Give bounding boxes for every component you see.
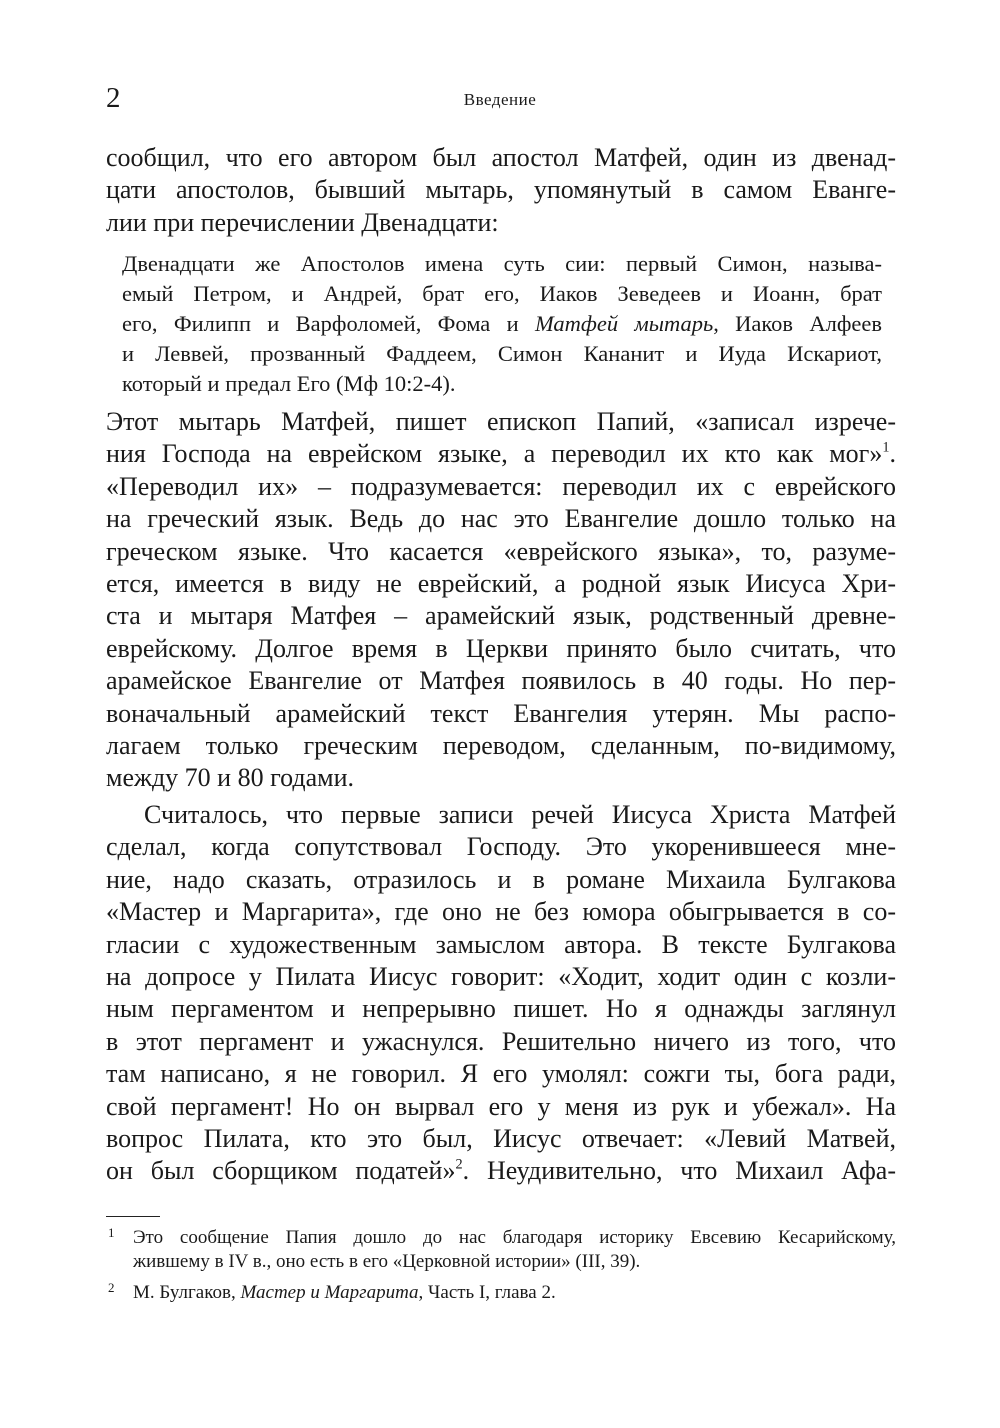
running-head: Введение [463,90,537,109]
text: . Неудивительно, что Михаил Афа- [462,1156,896,1186]
footnote-line: жившему в IV в., оно есть в его «Церковной истории» (III, 39). [133,1251,641,1272]
quote-line [122,309,882,339]
footnote-text: , Часть I, глава 2. [418,1282,556,1303]
footnote-1 [106,1226,896,1274]
text-line [106,438,896,470]
text-line: на греческий язык. Ведь до нас это Евангелие дошло только на [106,504,896,534]
quote-italic: Матфей мытарь [534,311,714,336]
quote-line: который и предал Его (Мф 10:2-4). [122,371,456,396]
text-line: ется, имеется в виду не еврейский, а родной язык Иисуса Хри- [106,569,896,599]
footnote-ref-2[interactable]: 2 [455,1156,463,1173]
text-line: там написано, я не говорил. Я его умолял: сожги ты, бога ради, [106,1059,896,1089]
text-line: ста и мытаря Матфея – арамейский язык, родственный древне- [106,601,896,631]
footnote-ref-1[interactable]: 1 [882,439,890,456]
footnote-number: 2 [108,1280,115,1295]
text-line: на допросе у Пилата Иисус говорит: «Ходит, ходит один с козли- [106,962,896,992]
text: . [889,439,896,469]
text-line: лии при перечислении Двенадцати: [106,207,499,237]
text-line: вопрос Пилата, кто это был, Иисус отвечает: «Левий Матвей, [106,1124,896,1154]
text-line: «Переводил их» – подразумевается: переводил их с еврейского [106,471,896,501]
text-line: лагаем только греческим переводом, сделанным, по-видимому, [106,731,896,761]
text-line [106,1155,896,1187]
footnote-2 [106,1281,896,1305]
text-line: ние, надо сказать, отразилось и в романе Михаила Булгакова [106,864,896,894]
quote-line: и Леввей, прозванный Фаддеем, Симон Кананит и Иуда Искариот, [122,341,882,366]
text-line: свой пергамент! Но он вырвал его у меня из рук и убежал». На [106,1091,896,1121]
text-line: «Мастер и Маргарита», где оно не без юмора обыгрывается в со- [106,897,896,927]
text-line: сделал, когда сопутствовал Господу. Это укоренившееся мне- [106,832,896,862]
text-line: еврейскому. Долгое время в Церкви принято было считать, что [106,633,896,663]
text-line: Считалось, что первые записи речей Иисуса Христа Матфей [144,800,896,829]
text-line: в этот пергамент и ужаснулся. Решительно ничего из того, что [106,1026,896,1056]
page-number: 2 [106,82,121,114]
intro-paragraph [106,142,896,239]
text-line: сообщил, что его автором был апостол Матфей, один из двенад- [106,143,896,172]
paragraph-2 [106,799,896,1188]
text-line: арамейское Евангелие от Матфея появилось в 40 годы. Но пер- [106,666,896,696]
text-line: воначальный арамейский текст Евангелия утерян. Мы распо- [106,698,896,728]
paragraph-1 [106,406,896,795]
footnote-line: Это сообщение Папия дошло до нас благодаря историку Евсевию Кесарийскому, [133,1227,896,1248]
text-line: Этот мытарь Матфей, пишет епископ Папий, «записал изрече- [106,407,896,436]
text: он был сборщиком податей» [106,1156,456,1186]
text-line: греческом языке. Что касается «еврейского языка», то, разуме- [106,536,896,566]
footnote-number: 1 [108,1225,115,1240]
text-line: цати апостолов, бывший мытарь, упомянутый в самом Еванге- [106,175,896,205]
text: ния Господа на еврейском языке, а переводил их кто как мог» [106,439,883,469]
quote-text: его, Филипп и Варфоломей, Фома и [122,311,535,336]
block-quote [122,249,882,399]
footnote-separator [106,1216,160,1217]
quote-text: , Иаков Алфеев [713,311,882,336]
quote-line: Двенадцати же Апостолов имена суть сии: первый Симон, называ- [122,251,882,276]
quote-line: емый Петром, и Андрей, брат его, Иаков Зеведеев и Иоанн, брат [122,281,882,306]
footnote-text: М. Булгаков, [133,1282,241,1303]
text-line: ным пергаментом и непрерывно пишет. Но я однажды заглянул [106,994,896,1024]
footnote-italic: Мастер и Маргарита [240,1282,419,1303]
text-line: гласии с художественным замыслом автора. В тексте Булгакова [106,929,896,959]
text-line: между 70 и 80 годами. [106,763,355,793]
